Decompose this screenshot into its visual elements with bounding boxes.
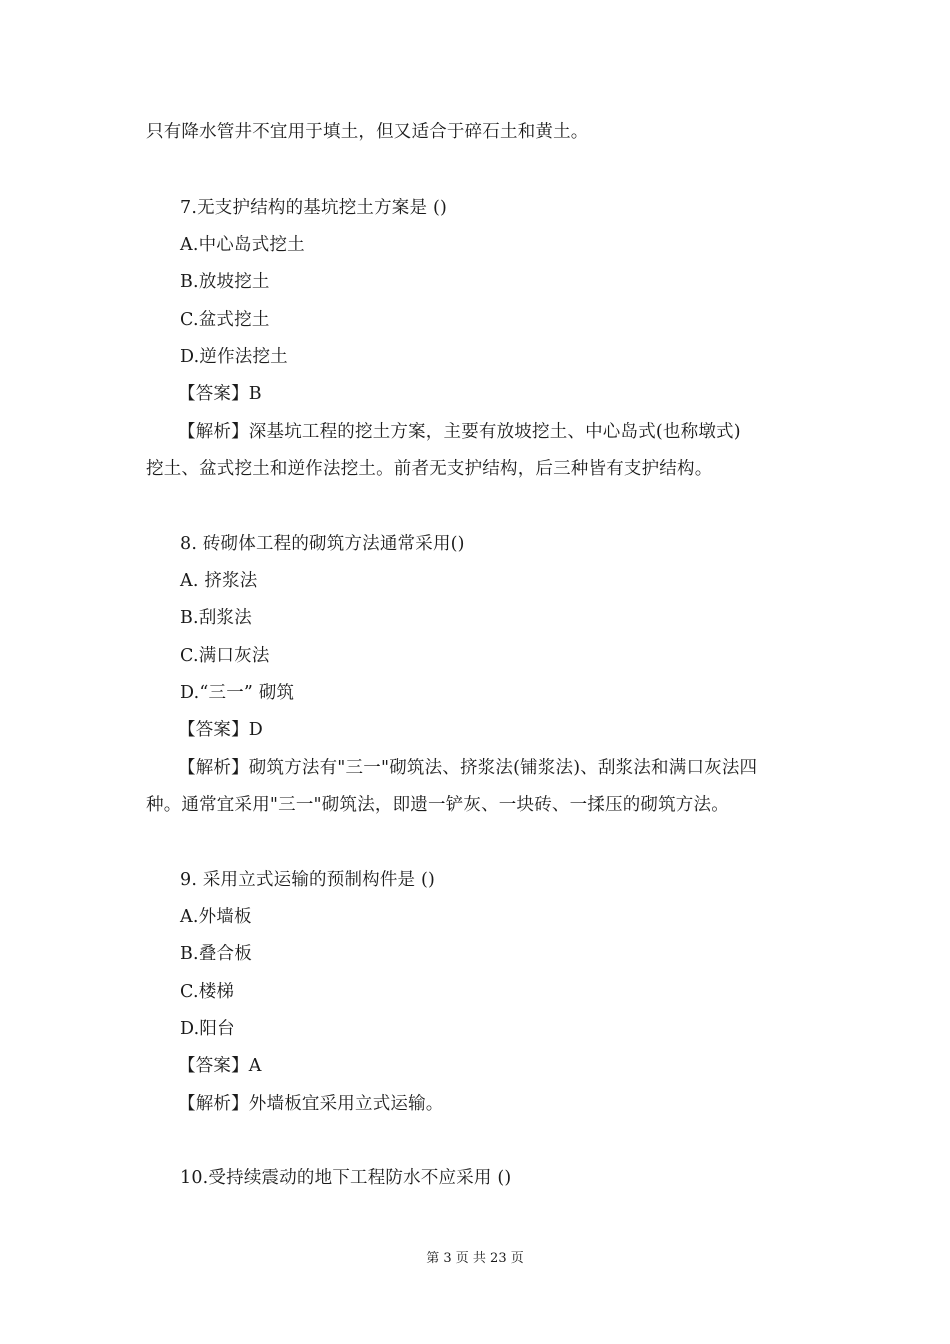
question-8-option-d: D.“三一” 砌筑 xyxy=(180,683,295,703)
question-7-answer: 【答案】B xyxy=(178,384,262,404)
intro-text: 只有降水管井不宜用于填土，但又适合于碎石土和黄土。 xyxy=(146,122,589,142)
question-7-option-c: C.盆式挖土 xyxy=(180,310,270,330)
question-9-answer: 【答案】A xyxy=(178,1056,262,1076)
question-9-stem: 9. 采用立式运输的预制构件是 () xyxy=(180,870,436,890)
question-10-stem: 10.受持续震动的地下工程防水不应采用 () xyxy=(180,1168,512,1188)
question-9-option-a: A.外墙板 xyxy=(180,907,252,927)
question-9-option-b: B.叠合板 xyxy=(180,944,252,964)
question-8-option-c: C.满口灰法 xyxy=(180,646,270,666)
question-7-option-b: B.放坡挖土 xyxy=(180,272,270,292)
question-7-option-d: D.逆作法挖土 xyxy=(180,347,288,367)
question-8-option-b: B.刮浆法 xyxy=(180,608,252,628)
question-8-stem: 8. 砖砌体工程的砌筑方法通常采用() xyxy=(180,534,465,554)
question-9-option-d: D.阳台 xyxy=(180,1019,235,1039)
question-9-option-c: C.楼梯 xyxy=(180,982,235,1002)
question-7-stem: 7.无支护结构的基坑挖土方案是 () xyxy=(180,198,448,218)
question-9-analysis-line-1: 【解析】外墙板宜采用立式运输。 xyxy=(178,1094,444,1114)
question-8-option-a: A. 挤浆法 xyxy=(180,571,258,591)
question-7-analysis-line-1: 【解析】深基坑工程的挖土方案，主要有放坡挖土、中心岛式(也称墩式) xyxy=(178,422,741,442)
question-8-answer: 【答案】D xyxy=(178,720,264,740)
question-7-analysis-line-2: 挖土、盆式挖土和逆作法挖土。前者无支护结构，后三种皆有支护结构。 xyxy=(146,459,713,479)
question-8-analysis-line-2: 种。通常宜采用"三一"砌筑法，即遗一铲灰、一块砖、一揉压的砌筑方法。 xyxy=(146,795,729,815)
question-7-option-a: A.中心岛式挖土 xyxy=(180,235,305,255)
question-8-analysis-line-1: 【解析】砌筑方法有"三一"砌筑法、挤浆法(铺浆法)、刮浆法和满口灰法四 xyxy=(178,758,758,778)
page-footer: 第 3 页 共 23 页 xyxy=(426,1251,524,1266)
